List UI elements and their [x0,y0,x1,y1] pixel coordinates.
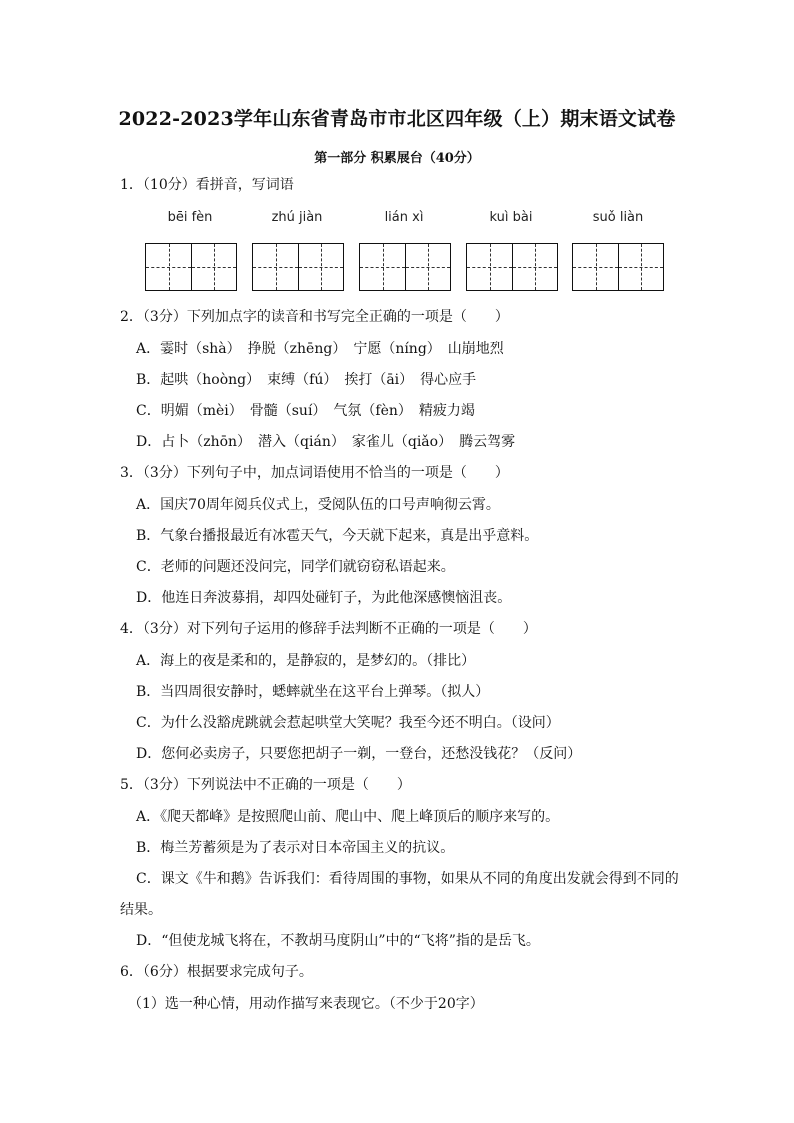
question-1-stem: 1．（10分）看拼音，写词语 [120,177,294,193]
question-6-sub-1: （1）选一种心情，用动作描写来表现它。（不少于20字） [128,996,484,1012]
pinyin-5: suǒ liàn [592,210,644,225]
writing-cell[interactable] [405,244,450,290]
writing-cell[interactable] [618,244,663,290]
question-4-option-b[interactable]: B．当四周很安静时，蟋蟀就坐在这平台上弹琴。（拟人） [136,684,490,700]
writing-cell[interactable] [360,244,405,290]
question-2-option-c[interactable]: C．明媚（mèi） 骨髓（suí） 气氛（fèn） 精疲力竭 [136,403,475,419]
question-4-option-a[interactable]: A．海上的夜是柔和的，是静寂的，是梦幻的。（排比） [136,653,476,669]
question-5-option-a[interactable]: A．《爬天都峰》是按照爬山前、爬山中、爬上峰顶后的顺序来写的。 [136,809,560,825]
question-3-option-a[interactable]: A．国庆70周年阅兵仪式上，受阅队伍的口号声响彻云霄。 [136,497,500,513]
question-2-option-a[interactable]: A．霎时（shà） 挣脱（zhēng） 宁愿（níng） 山崩地烈 [136,341,504,357]
writing-cell[interactable] [253,244,298,290]
question-4-option-d[interactable]: D．您何必卖房子，只要您把胡子一剃，一登台，还愁没钱花？（反问） [136,746,582,762]
exam-title: 2022-2023学年山东省青岛市市北区四年级（上）期末语文试卷 [118,108,676,130]
question-5-stem: 5．（3分）下列说法中不正确的一项是（ ） [120,777,411,793]
pinyin-3: lián xì [384,210,424,225]
pinyin-2: zhú jiàn [271,210,323,225]
question-3-option-c[interactable]: C．老师的问题还没问完，同学们就窃窃私语起来。 [136,559,455,575]
question-5-option-c[interactable]: C．课文《牛和鹅》告诉我们：看待周围的事物，如果从不同的角度出发就会得到不同的 [136,871,679,887]
question-2-stem: 2．（3分）下列加点字的读音和书写完全正确的一项是（ ） [120,309,509,325]
question-3-stem: 3．（3分）下列句子中，加点词语使用不恰当的一项是（ ） [120,465,509,481]
writing-box-5[interactable] [572,243,664,291]
writing-cell[interactable] [512,244,557,290]
pinyin-1: bēi fèn [167,210,213,225]
question-4-option-c[interactable]: C．为什么没豁虎跳就会惹起哄堂大笑呢？我至今还不明白。（设问） [136,715,560,731]
question-3-option-d[interactable]: D．他连日奔波募捐，却四处碰钉子，为此他深感懊恼沮丧。 [136,590,512,606]
writing-box-3[interactable] [359,243,451,291]
writing-cell[interactable] [573,244,618,290]
question-6-stem: 6．（6分）根据要求完成句子。 [120,964,313,980]
pinyin-4: kuì bài [489,210,533,225]
writing-box-4[interactable] [466,243,558,291]
writing-box-2[interactable] [252,243,344,291]
question-5-option-b[interactable]: B．梅兰芳蓄须是为了表示对日本帝国主义的抗议。 [136,840,455,856]
question-3-option-b[interactable]: B．气象台播报最近有冰雹天气，今天就下起来，真是出乎意料。 [136,528,539,544]
pinyin-row [0,210,794,230]
writing-cell[interactable] [467,244,512,290]
question-2-option-b[interactable]: B．起哄（hoòng） 束缚（fú） 挨打（āi） 得心应手 [136,372,477,388]
question-4-stem: 4．（3分）对下列句子运用的修辞手法判断不正确的一项是（ ） [120,621,537,637]
section-heading: 第一部分 积累展台（40分） [314,151,480,166]
writing-cell[interactable] [191,244,236,290]
writing-cell[interactable] [146,244,191,290]
question-5-option-d[interactable]: D．“但使龙城飞将在，不教胡马度阴山”中的“飞将”指的是岳飞。 [136,933,540,949]
writing-cell[interactable] [298,244,343,290]
question-2-option-d[interactable]: D．占卜（zhōn） 潜入（qián） 家雀儿（qiǎo） 腾云驾雾 [136,434,516,450]
writing-box-1[interactable] [145,243,237,291]
question-5-option-c-continued: 结果。 [120,902,162,918]
